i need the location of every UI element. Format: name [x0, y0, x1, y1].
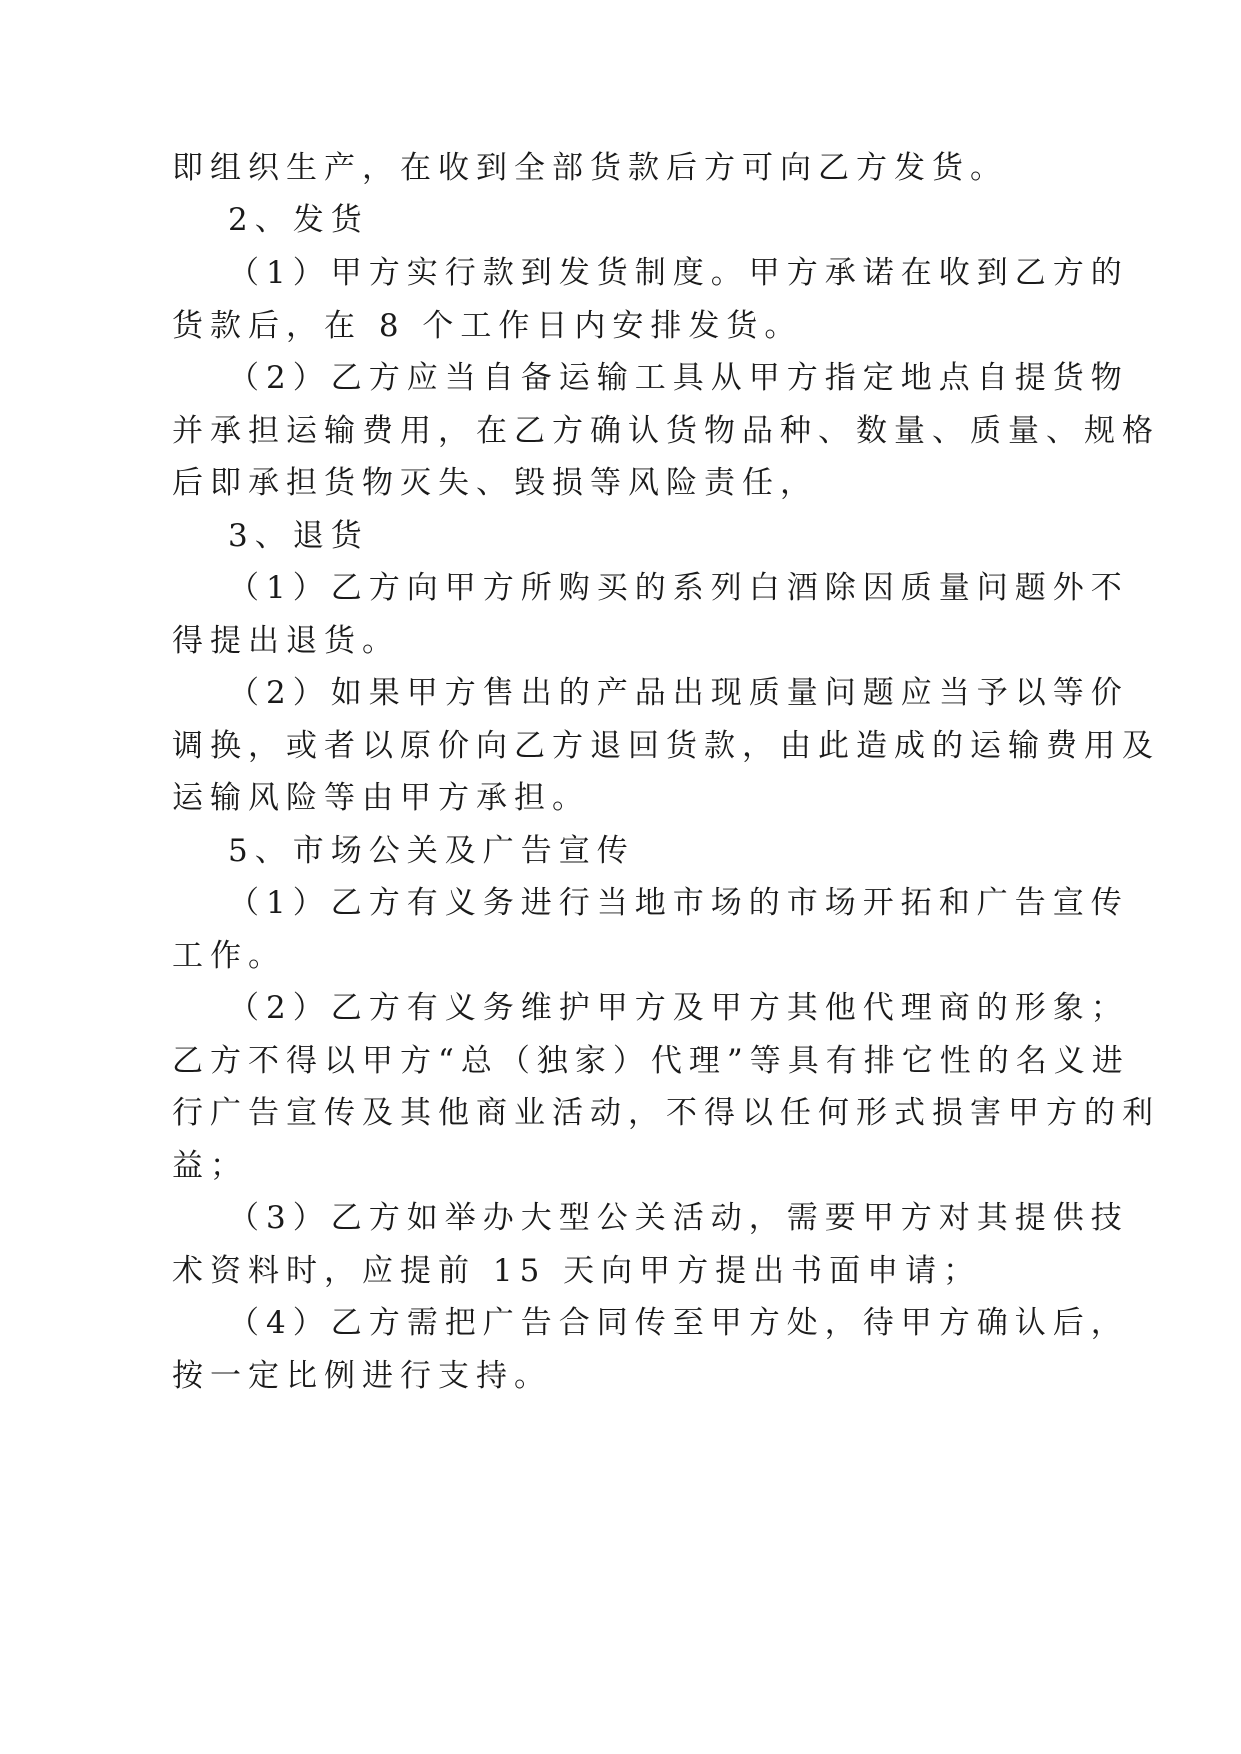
section-heading-returns: 3、退货 — [228, 518, 369, 554]
text-line-3: （1）甲方实行款到发货制度。甲方承诺在收到乙方的 — [228, 255, 1129, 291]
text-line-15: （1）乙方有义务进行当地市场的市场开拓和广告宣传 — [228, 885, 1129, 921]
text-line-16: 工作。 — [172, 938, 286, 974]
text-line-11: （2）如果甲方售出的产品出现质量问题应当予以等价 — [228, 675, 1129, 711]
text-line-17: （2）乙方有义务维护甲方及甲方其他代理商的形象； — [228, 990, 1129, 1026]
text-line-5: （2）乙方应当自备运输工具从甲方指定地点自提货物 — [228, 360, 1129, 396]
section-heading-pr-advertising: 5、市场公关及广告宣传 — [228, 833, 635, 869]
text-line-21: （3）乙方如举办大型公关活动，需要甲方对其提供技 — [228, 1200, 1129, 1236]
text-line-9: （1）乙方向甲方所购买的系列白酒除因质量问题外不 — [228, 570, 1129, 606]
text-line-20: 益； — [172, 1148, 248, 1184]
text-line-23: （4）乙方需把广告合同传至甲方处，待甲方确认后， — [228, 1305, 1129, 1341]
text-line-24: 按一定比例进行支持。 — [172, 1358, 552, 1394]
text-line-6: 并承担运输费用，在乙方确认货物品种、数量、质量、规格 — [172, 413, 1160, 449]
text-line-10: 得提出退货。 — [172, 623, 400, 659]
text-line-1: 即组织生产，在收到全部货款后方可向乙方发货。 — [172, 150, 1008, 186]
text-line-13: 运输风险等由甲方承担。 — [172, 780, 590, 816]
text-line-19: 行广告宣传及其他商业活动，不得以任何形式损害甲方的利 — [172, 1095, 1160, 1131]
text-line-22: 术资料时，应提前 15 天向甲方提出书面申请； — [172, 1253, 982, 1289]
section-heading-delivery: 2、发货 — [228, 202, 369, 238]
text-line-12: 调换，或者以原价向乙方退回货款，由此造成的运输费用及 — [172, 728, 1160, 764]
text-line-7: 后即承担货物灭失、毁损等风险责任， — [172, 465, 818, 501]
text-line-4: 货款后，在 8 个工作日内安排发货。 — [172, 308, 803, 344]
text-line-18: 乙方不得以甲方“总（独家）代理”等具有排它性的名义进 — [172, 1043, 1130, 1079]
